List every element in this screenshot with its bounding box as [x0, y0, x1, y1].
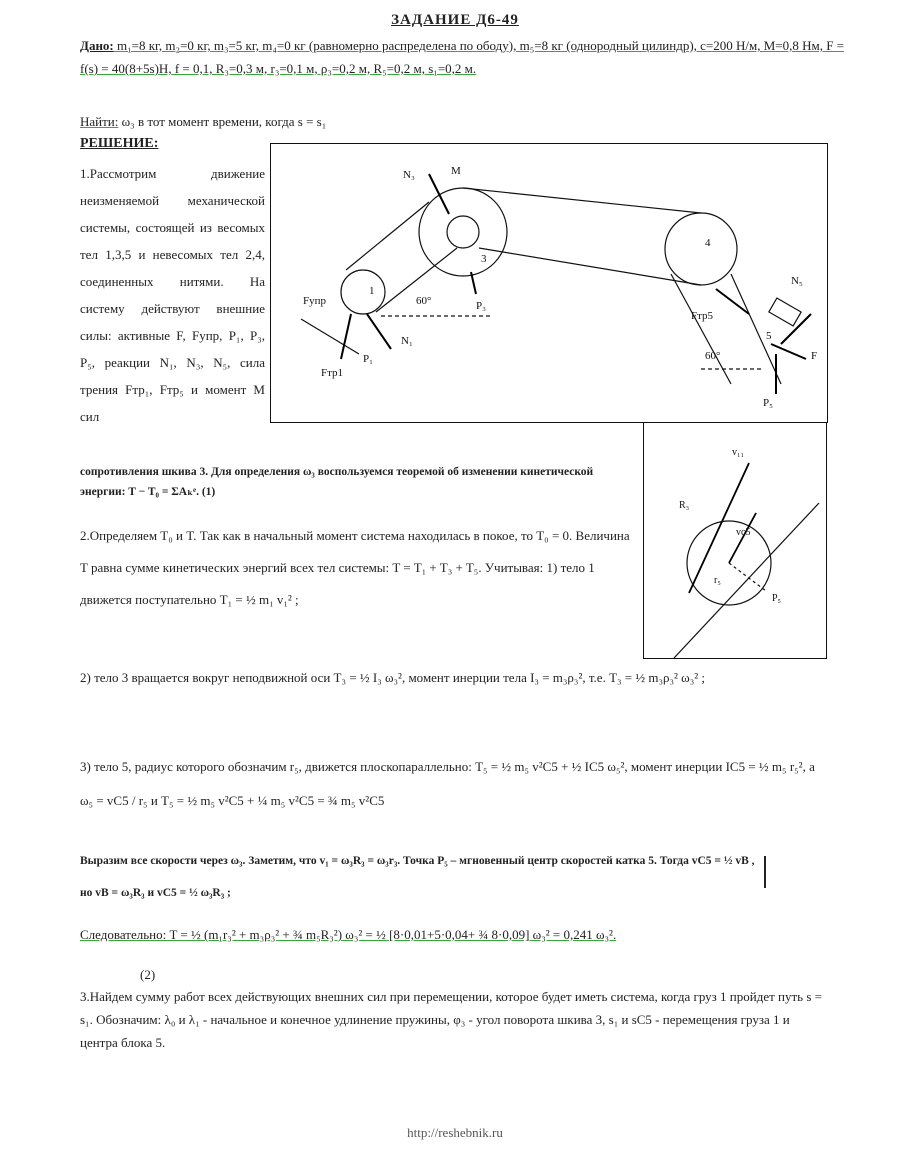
paragraph-1: сопротивления шкива 3. Для определения ω₃ воспользуемся теоремой об изменении кинетической энергии: T − T₀ = ΣAₖᵉ. (1) [80, 466, 594, 498]
intro-paragraph: 1.Рассмотрим движение неизменяемой механической системы, состоящей из весомых тел 1,3,5 и невесомых тел 2,4, соединенных нитями. На систему действуют внешние силы: активные F, Fупр, P₁, P₃, P₅, реакции N₁, N₃, N₅, сила трения Fтр₁, Fтр₅ и момент M сил [80, 166, 265, 424]
footer-url: http://reshebnik.ru [407, 1125, 503, 1140]
paragraph-4: 3) тело 5, радиус которого обозначим r₅, движется плоскопараллельно: T₅ = ½ m₅ v²C5 + ½ IC5 ω₅², момент инерции IC5 = ½ m₅ r₅², а ω₅ = vC5 / r₅ и T₅ = ½ m₅ v²C5 + ¼ m₅ v²C5 = ¾ m₅ v²C5 [80, 759, 815, 808]
label-5: 5 [766, 330, 772, 342]
solution-header: РЕШЕНИЕ: [80, 136, 159, 151]
paragraph-5: Выразим все скорости через ω₃. Заметим, что v₁ = ω₃R₃ = ω₃r₃. Точка P₅ – мгновенный центр скоростей катка 5. Тогда vC5 = ½ vB , но vB = ω₃R₃ и vC5 = ½ ω₃R₃ ; [80, 855, 755, 899]
velocity-diagram [643, 422, 827, 659]
label-P3: P₃ [476, 300, 486, 312]
mechanism-diagram [270, 143, 828, 423]
label-1: 1 [369, 285, 375, 297]
mechanism-svg [271, 144, 827, 422]
label-r5: r₅ [714, 575, 721, 586]
find-label: Найти: [80, 114, 119, 129]
label-Ftr5: Fтр5 [691, 310, 714, 322]
paragraph-6: Следовательно: T = ½ (m₁r₃² + m₃ρ₃² + ¾ m₅R₃²) ω₃² = ½ [8·0,01+5·0,04+ ¾ 8·0,09] ω₃² = 0,241 ω₃². [80, 927, 617, 942]
velocity-svg [644, 423, 826, 658]
given-text: m₁=8 кг, m₂=0 кг, m₃=5 кг, m₄=0 кг (равномерно распределена по ободу), m₅=8 кг (однородный цилиндр), c=200 Н/м, M=0,8 Нм, F = f(s) = 40(8+5s)Н, f = 0,1, R₃=0,3 м, r₃=0,1 м, ρ₃=0,2 м, R₅=0,2 м, s₁=0,2 м. [80, 38, 845, 76]
paragraph-7: 3.Найдем сумму работ всех действующих внешних сил при перемещении, которое будет иметь система, когда груз 1 пройдет путь s = s₁. Обозначим: λ₀ и λ₁ - начальное и конечное удлинение пружины, φ₃ - угол поворота шкива 3, s₁ и sC5 - перемещения груза 1 и центра блока 5. [80, 989, 822, 1050]
label-vc5: vc5 [736, 527, 751, 538]
find-text: ω₃ в тот момент времени, когда s = s₁ [121, 114, 327, 129]
find-block [80, 114, 326, 130]
label-Ftr1: Fтр1 [321, 367, 344, 379]
label-v11: v₁₁ [732, 447, 744, 458]
page-title: ЗАДАНИЕ Д6-49 [391, 12, 519, 28]
label-3: 3 [481, 253, 487, 265]
label-angle-right: 60° [705, 350, 721, 362]
label-P1: P₁ [363, 353, 373, 365]
label-R3: R₃ [679, 500, 690, 511]
label-N5: N₅ [791, 275, 803, 287]
paragraph-3: 2) тело 3 вращается вокруг неподвижной оси T₃ = ½ I₃ ω₃², момент инерции тела I₃ = m₃ρ₃², т.е. T₃ = ½ m₃ρ₃² ω₃² ; [80, 670, 706, 685]
label-Fupr: Fупр [303, 295, 327, 307]
margin-bar [764, 856, 766, 888]
label-4: 4 [705, 237, 711, 249]
label-N1: N₁ [401, 335, 413, 347]
given-block [80, 34, 850, 80]
label-N3: N₃ [403, 169, 415, 181]
label-P5-side: P₅ [772, 593, 782, 604]
label-M: M [451, 165, 461, 177]
paragraph-2: 2.Определяем T₀ и T. Так как в начальный момент система находилась в покое, то T₀ = 0. Величина T равна сумме кинетических энергий всех тел системы: T = T₁ + T₃ + T₅. Учитывая: 1) тело 1 движется поступательно T₁ = ½ m₁ v₁² ; [80, 528, 630, 607]
equation-number: (2) [140, 967, 156, 982]
given-label: Дано: [80, 38, 114, 53]
label-angle-left: 60° [416, 295, 432, 307]
label-F: F [811, 350, 818, 362]
label-P5: P₅ [763, 397, 773, 409]
